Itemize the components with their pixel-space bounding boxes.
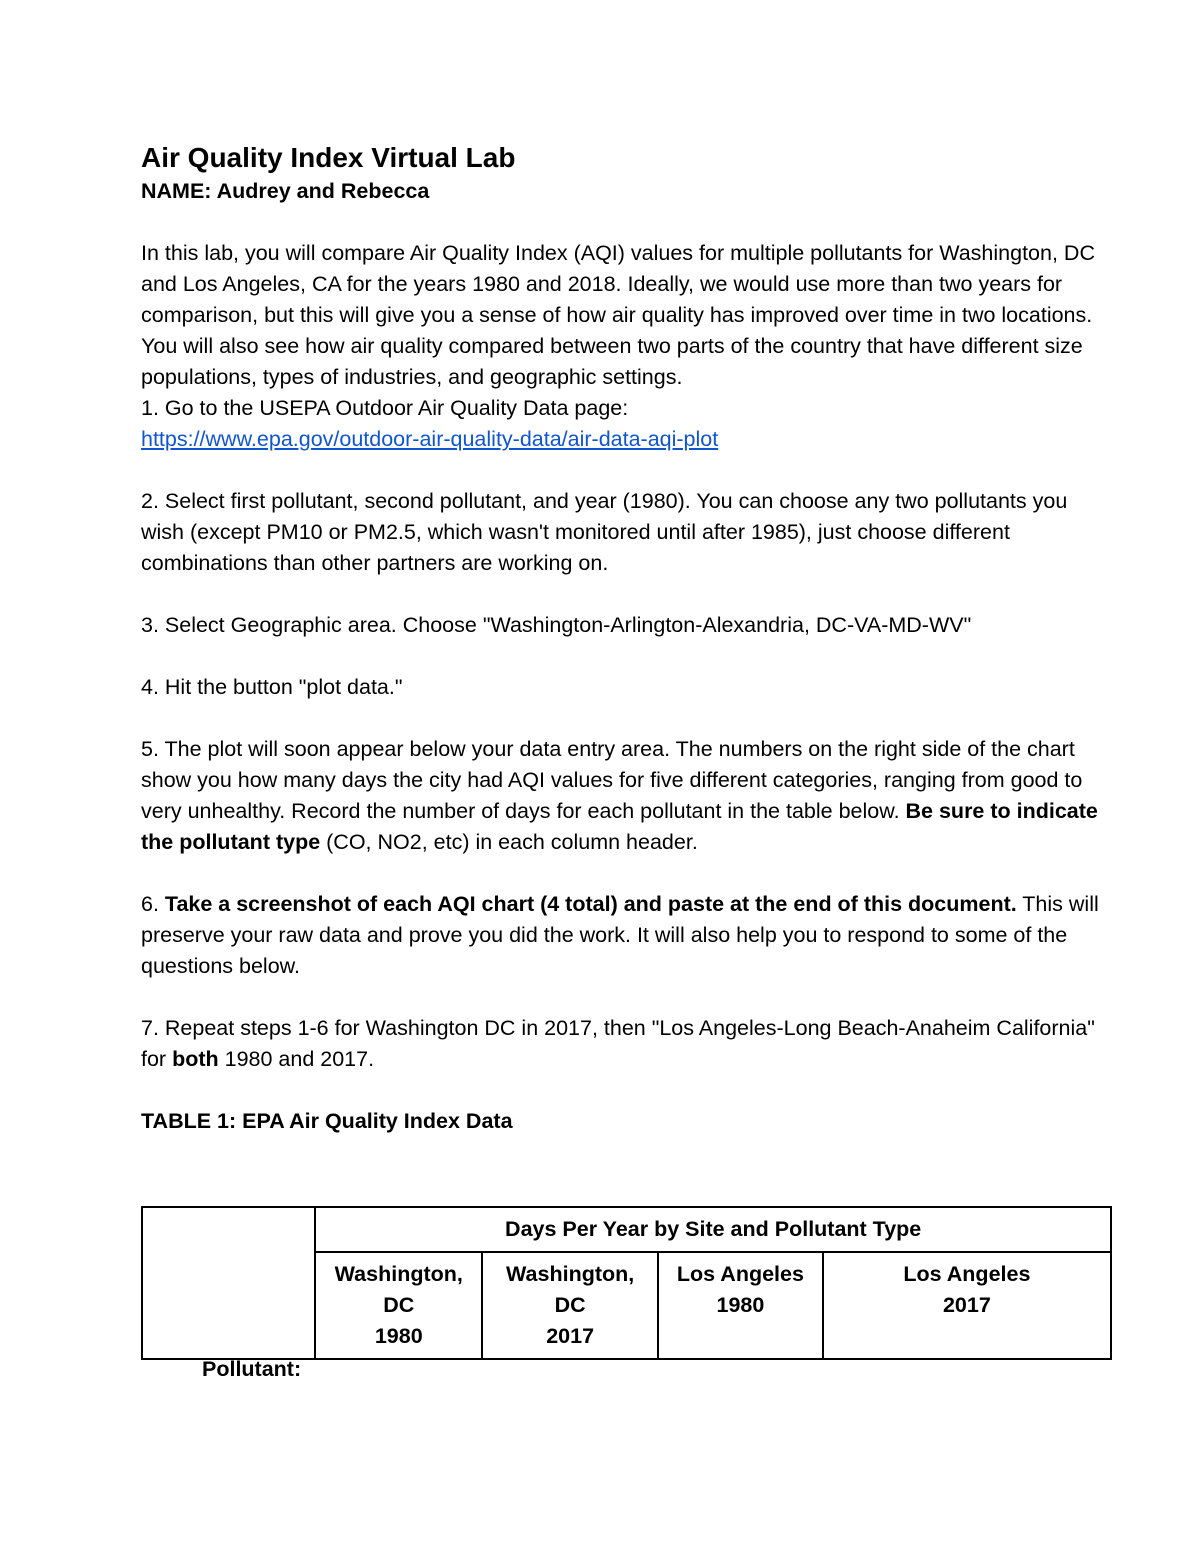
page-title: Air Quality Index Virtual Lab: [141, 142, 516, 173]
aqi-data-table: [141, 1206, 1112, 1360]
step-6: 6. Take a screenshot of each AQI chart (4 total) and paste at the end of this document. This will preserve your raw data and prove you did the work. It will also help you to respond to some of the questions below.: [141, 892, 1099, 978]
name-line: NAME: Audrey and Rebecca: [141, 179, 430, 203]
step-3: 3. Select Geographic area. Choose "Washington-Arlington-Alexandria, DC-VA-MD-WV": [141, 613, 972, 637]
table-caption: TABLE 1: EPA Air Quality Index Data: [141, 1109, 513, 1133]
document-body: [141, 140, 1101, 1137]
step-2: 2. Select first pollutant, second pollutant, and year (1980). You can choose any two pollutants you wish (except PM10 or PM2.5, which wasn't monitored until after 1985), just choose different combinations than other partners are working on.: [141, 489, 1068, 575]
table-corner-cell: [142, 1207, 315, 1359]
epa-data-link[interactable]: https://www.epa.gov/outdoor-air-quality-data/air-data-aqi-plot: [141, 427, 719, 451]
pollutant-row-label: Pollutant:: [202, 1357, 302, 1381]
step-5: 5. The plot will soon appear below your data entry area. The numbers on the right side of the chart show you how many days the city had AQI values for five different categories, ranging from good to very unhealthy. Record the number of days for each pollutant in the table below. Be sure to indicate the pollutant type (CO, NO2, etc) in each column header.: [141, 737, 1098, 854]
step-1: 1. Go to the USEPA Outdoor Air Quality Data page:: [141, 396, 629, 420]
table-header: Days Per Year by Site and Pollutant Type: [315, 1207, 1111, 1252]
intro-paragraph: In this lab, you will compare Air Quality Index (AQI) values for multiple pollutants for Washington, DC and Los Angeles, CA for the years 1980 and 2018. Ideally, we would use more than two years for comparison, but this will give you a sense of how air quality has improved over time in two locations. You will also see how air quality compared between two parts of the country that have different size populations, types of industries, and geographic settings.: [141, 241, 1095, 389]
column-header-los-angeles-2017: Los Angeles 2017: [823, 1252, 1111, 1359]
column-header-los-angeles-1980: Los Angeles 1980: [658, 1252, 823, 1359]
step-7: 7. Repeat steps 1-6 for Washington DC in 2017, then "Los Angeles-Long Beach-Anaheim California" for both 1980 and 2017.: [141, 1016, 1095, 1071]
step-4: 4. Hit the button "plot data.": [141, 675, 403, 699]
column-header-washington-1980: Washington, DC 1980: [315, 1252, 482, 1359]
column-header-washington-2017: Washington, DC 2017: [482, 1252, 658, 1359]
